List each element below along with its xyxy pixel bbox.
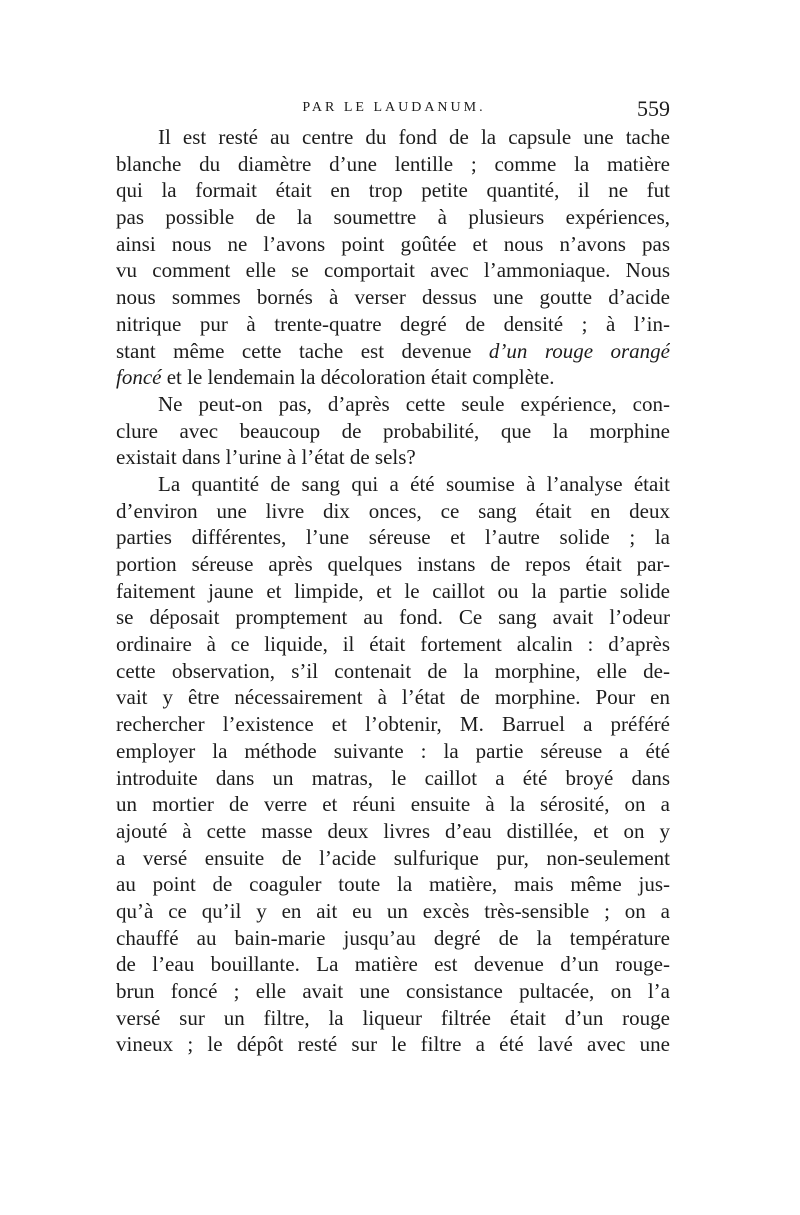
italic-text-run: d’un rouge orangé	[488, 338, 670, 363]
running-head	[118, 98, 670, 124]
text-line	[116, 338, 670, 365]
body-text	[116, 124, 670, 1058]
text-line	[116, 364, 670, 391]
text-line: ainsi nous ne l’avons point goûtée et nous n’avons pas	[116, 231, 670, 256]
text-line: d’environ une livre dix onces, ce sang était en deux	[116, 498, 670, 523]
text-line: portion séreuse après quelques instans de repos était par-	[116, 552, 670, 576]
text-line: au point de coaguler toute la matière, mais même jus-	[116, 872, 670, 897]
text-line: vu comment elle se comportait avec l’ammoniaque. Nous	[116, 258, 670, 283]
text-line: ordinaire à ce liquide, il était fortement alcalin : d’après	[116, 632, 670, 657]
text-line: ajouté à cette masse deux livres d’eau distillée, et on y	[116, 818, 670, 843]
text-line: La quantité de sang qui a été soumise à l’analyse était	[158, 471, 670, 496]
text-line: se déposait promptement au fond. Ce sang avait l’odeur	[116, 605, 670, 630]
text-line: existait dans l’urine à l’état de sels?	[116, 445, 416, 470]
text-line: pas possible de la soumettre à plusieurs expériences,	[116, 205, 670, 230]
text-line: parties différentes, l’une séreuse et l’autre solide ; la	[116, 525, 670, 550]
text-line: vait y être nécessairement à l’état de morphine. Pour en	[116, 685, 670, 710]
text-line: introduite dans un matras, le caillot a été broyé dans	[116, 765, 670, 790]
text-line: un mortier de verre et réuni ensuite à la sérosité, on a	[116, 792, 670, 817]
text-line: a versé ensuite de l’acide sulfurique pur, non-seulement	[116, 845, 670, 870]
text-line: de l’eau bouillante. La matière est devenue d’un rouge-	[116, 952, 670, 977]
italic-text-run: foncé	[116, 365, 162, 390]
text-line: Il est resté au centre du fond de la capsule une tache	[158, 125, 670, 149]
text-line: nitrique pur à trente-quatre degré de densité ; à l’in-	[116, 311, 670, 336]
text-line: clure avec beaucoup de probabilité, que la morphine	[116, 418, 670, 443]
text-line: nous sommes bornés à verser dessus une goutte d’acide	[116, 285, 670, 310]
text-line: versé sur un filtre, la liqueur filtrée était d’un rouge	[116, 1005, 670, 1030]
text-line: cette observation, s’il contenait de la morphine, elle de-	[116, 658, 670, 683]
text-line: blanche du diamètre d’une lentille ; comme la matière	[116, 151, 670, 176]
text-line: chauffé au bain-marie jusqu’au degré de la température	[116, 925, 670, 950]
text-line: vineux ; le dépôt resté sur le filtre a été lavé avec une	[116, 1032, 670, 1057]
text-line: rechercher l’existence et l’obtenir, M. Barruel a préféré	[116, 712, 670, 737]
text-run: et le lendemain la décoloration était complète.	[161, 365, 555, 390]
running-title: PAR LE LAUDANUM.	[302, 100, 486, 115]
text-line: qu’à ce qu’il y en ait eu un excès très-sensible ; on a	[116, 898, 670, 923]
text-line: Ne peut-on pas, d’après cette seule expérience, con-	[158, 391, 670, 416]
text-line: faitement jaune et limpide, et le caillot ou la partie solide	[116, 578, 670, 603]
text-line: employer la méthode suivante : la partie séreuse a été	[116, 738, 670, 763]
text-run: stant même cette tache est devenue	[116, 338, 489, 363]
text-line: qui la formait était en trop petite quantité, il ne fut	[116, 178, 670, 203]
text-line: brun foncé ; elle avait une consistance pultacée, on l’a	[116, 979, 670, 1003]
page-number: 559	[637, 96, 670, 121]
